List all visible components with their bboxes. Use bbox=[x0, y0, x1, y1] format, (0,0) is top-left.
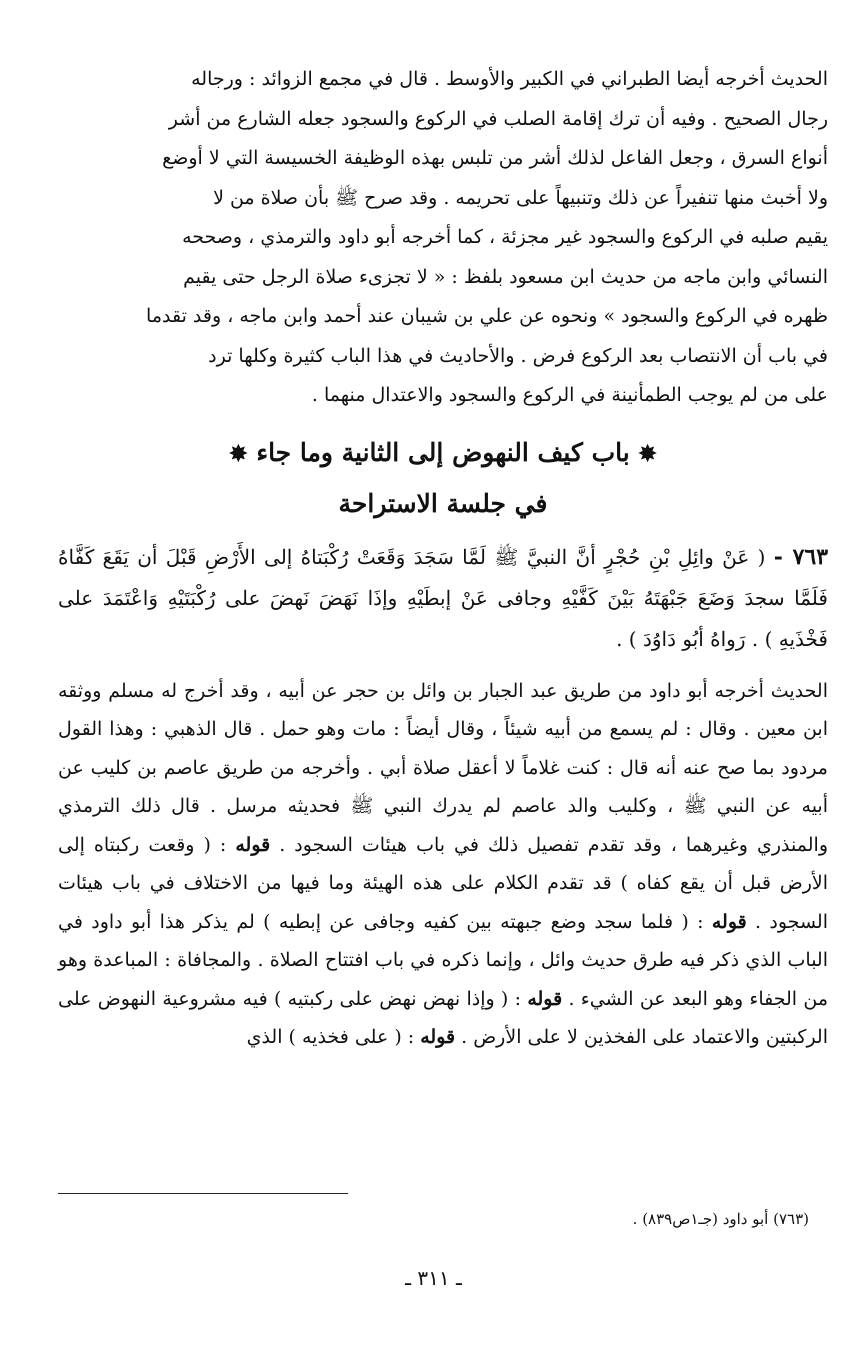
qawluhu-label: قوله bbox=[235, 833, 271, 856]
intro-line: يقيم صلبه في الركوع والسجود غير مجزئة ، كما أخرجه أبو داود والترمذي ، وصححه bbox=[182, 226, 828, 248]
intro-line: النسائي وابن ماجه من حديث ابن مسعود بلفظ : « لا تجزىء صلاة الرجل حتى يقيم bbox=[183, 265, 828, 288]
intro-line: على من لم يوجب الطمأنينة في الركوع والسجود والاعتدال منهما . bbox=[311, 384, 828, 406]
qawluhu-label: قوله bbox=[711, 910, 747, 933]
intro-line: الحديث أخرجه أيضا الطبراني في الكبير والأوسط . قال في مجمع الزوائد : ورجاله bbox=[191, 68, 828, 90]
star-ornament-icon: ✸ bbox=[638, 440, 657, 467]
intro-line: أنواع السرق ، وجعل الفاعل لذلك أشر من تلبس بهذه الوظيفة الخسيسة التي لا أوضع bbox=[162, 147, 828, 169]
hadith-text: ( عَنْ وائِلِ بْنِ حُجْرٍ أنَّ النبيَّ ﷺ لَمَّا سَجَدَ وَقَعَتْ رُكْبَتاهُ إلى الأَرْضِ قَبْلَ أن يَقَعَ كَفَّاهُ فَلَمَّا سجدَ وَضَعَ جَبْهَتَهُ بَيْنَ كَفَّيْهِ وجافى عَنْ إبطَيْهِ وإذَا نَهَضَ نَهضَ على رُكْبَتَيْهِ وَاعْتَمَدَ على فَخْذَيهِ ) . رَواهُ أبُو دَاوُدَ ) . bbox=[58, 544, 828, 651]
qawluhu-label: قوله bbox=[527, 987, 563, 1010]
qawluhu-label: قوله bbox=[420, 1026, 456, 1048]
chapter-heading-line-1 bbox=[58, 428, 828, 479]
hadith-commentary bbox=[58, 672, 828, 1057]
commentary-text: : ( فلما سجد وضع جبهته بين كفيه وجافى عن إبطيه ) لم يذكر هذا أبو داود في الباب الذي ذكر فيه طرق حديث وائل ، وإنما ذكره في باب افتتاح الصلاة . والمجافاة : المباعدة وهو من الجفاء وهو البعد عن الشيء . bbox=[58, 910, 829, 1010]
hadith-number: ٧٦٣ - bbox=[773, 543, 829, 570]
hadith-763 bbox=[58, 537, 828, 660]
commentary-paragraph bbox=[58, 672, 828, 1057]
chapter-title-text: باب كيف النهوض إلى الثانية وما جاء bbox=[256, 437, 630, 467]
star-ornament-icon: ✸ bbox=[229, 440, 248, 467]
intro-line: رجال الصحيح . وفيه أن ترك إقامة الصلب في الركوع والسجود جعله الشارع من أشر bbox=[168, 107, 828, 130]
commentary-text: : ( على فخذيه ) الذي bbox=[246, 1026, 421, 1048]
chapter-heading-line-2: في جلسة الاستراحة bbox=[338, 488, 548, 518]
intro-commentary bbox=[58, 60, 828, 416]
page-body bbox=[58, 60, 828, 1057]
chapter-heading bbox=[58, 428, 828, 529]
intro-line: في باب أن الانتصاب بعد الركوع فرض . والأحاديث في هذا الباب كثيرة وكلها ترد bbox=[208, 344, 828, 367]
page-number: ـ ٣١١ ـ bbox=[405, 1266, 462, 1290]
footnote-divider bbox=[58, 1193, 348, 1194]
commentary-text: : ( وقعت ركبتاه إلى الأرض قبل أن يقع كفاه ) قد تقدم الكلام على هذه الهيئة وما فيها من الاختلاف في باب هيئات السجود . bbox=[58, 833, 828, 933]
intro-line: ولا أخبث منها تنفيراً عن ذلك وتنبيهاً على تحريمه . وقد صرح ﷺ بأن صلاة من لا bbox=[213, 186, 828, 209]
commentary-text: الحديث أخرجه أبو داود من طريق عبد الجبار بن وائل بن حجر عن أبيه ، وقد أخرج له مسلم ووثقه ابن معين . وقال : لم يسمع من أبيه شيئاً ، وقال أيضاً : مات وهو حمل . قال الذهبي : وهذا القول مردود بما صح عنه أنه قال : كنت غلاماً لا أعقل صلاة أبي . وأخرجه من طريق عاصم بن كليب عن أبيه عن النبي ﷺ ، وكليب والد عاصم لم يدرك النبي ﷺ فحديثه مرسل . قال ذلك الترمذي والمنذري وغيرهما ، وقد تقدم تفصيل ذلك في باب هيئات السجود . bbox=[58, 679, 828, 856]
commentary-text: : ( وإذا نهض نهض على ركبتيه ) فيه مشروعية النهوض على الركبتين والاعتماد على الفخذين لا على الأرض . bbox=[58, 987, 828, 1048]
intro-line: ظهره في الركوع والسجود » ونحوه عن علي بن شيبان عند أحمد وابن ماجه ، وقد تقدما bbox=[146, 305, 828, 327]
footnote: (٧٦٣) أبو داود (جـ١ص٨٣٩) . bbox=[632, 1210, 809, 1228]
